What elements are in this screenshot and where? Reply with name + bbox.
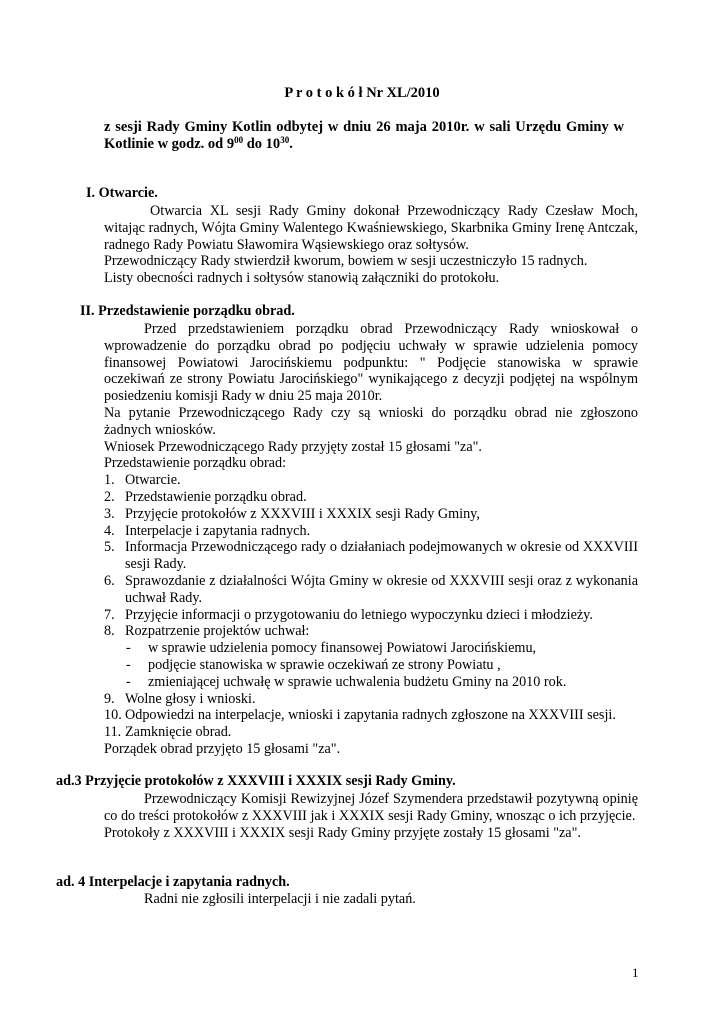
ad3-body [104, 791, 638, 841]
ad4-body [104, 891, 638, 908]
agenda-item-number: 8. [104, 623, 115, 640]
agenda-item-number: 5. [104, 539, 115, 556]
agenda-item [104, 707, 638, 724]
agenda-item [104, 523, 638, 540]
section-1-body [104, 203, 638, 287]
agenda-item [104, 724, 638, 741]
agenda-item-number: 10. [104, 707, 122, 724]
subtitle-mid: do 10 [243, 136, 281, 152]
section-1-para-3: Listy obecności radnych i sołtysów stanowią załączniki do protokołu. [104, 270, 500, 287]
agenda-item-text: Przedstawienie porządku obrad. [125, 488, 307, 505]
subitem-dash: - [126, 673, 131, 690]
subtitle-main: z sesji Rady Gminy Kotlin odbytej w dniu 26 maja 2010r. w sali Urzędu Gminy w Kotlinie w godz. od 9 [104, 119, 624, 152]
ad4-para-1: Radni nie zgłosili interpelacji i nie zadali pytań. [144, 891, 416, 907]
subtitle-sup-start: 00 [234, 135, 244, 145]
document-subtitle [104, 119, 624, 153]
agenda-item [104, 607, 638, 624]
agenda-item-text: Wolne głosy i wnioski. [125, 690, 256, 707]
resolution-subitem [104, 657, 638, 674]
section-2-body [104, 321, 638, 758]
section-2-heading: II. Przedstawienie porządku obrad. [80, 303, 295, 319]
agenda-item-text: Interpelacje i zapytania radnych. [125, 522, 311, 539]
agenda-item-number: 2. [104, 488, 115, 505]
section-2-para-3: Wniosek Przewodniczącego Rady przyjęty został 15 głosami "za". [104, 438, 482, 455]
agenda-item-text: Rozpatrzenie projektów uchwał: [125, 623, 310, 640]
agenda-item [104, 472, 638, 489]
agenda-item [104, 623, 638, 640]
agenda-item [104, 539, 638, 573]
ad4-heading: ad. 4 Interpelacje i zapytania radnych. [56, 874, 290, 890]
subitem-text: w sprawie udzielenia pomocy finansowej Powiatowi Jarocińskiemu, [148, 640, 537, 657]
subtitle-sup-end: 30 [280, 135, 290, 145]
agenda-closing: Porządek obrad przyjęto 15 głosami "za". [104, 740, 341, 757]
resolution-subitem [104, 640, 638, 657]
agenda-item-number: 11. [104, 724, 122, 741]
agenda-item-text: Sprawozdanie z działalności Wójta Gminy w okresie od XXXVIII sesji oraz z wykonania uchwał Rady. [125, 572, 638, 606]
agenda-item-text: Przyjęcie informacji o przygotowaniu do letniego wypoczynku dzieci i młodzieży. [125, 606, 593, 623]
resolution-sublist [104, 640, 638, 690]
ad3-para-1: Przewodniczący Komisji Rewizyjnej Józef Szymendera przedstawił pozytywną opinię co do treści protokołów z XXXVIII jak i XXXIX sesji Rady Gminy, wnosząc o ich przyjęcie. [104, 791, 638, 824]
resolution-subitem [104, 674, 638, 691]
agenda-item-number: 7. [104, 606, 115, 623]
ad3-para-2: Protokoły z XXXVIII i XXXIX sesji Rady Gminy przyjęte zostały 15 głosami "za". [104, 824, 581, 841]
subitem-dash: - [126, 640, 131, 657]
agenda-list [104, 472, 638, 640]
document-title: P r o t o k ó ł Nr XL/2010 [284, 85, 440, 101]
ad3-heading: ad.3 Przyjęcie protokołów z XXXVIII i XXXIX sesji Rady Gminy. [56, 773, 456, 789]
page-number: 1 [632, 965, 639, 980]
agenda-item [104, 506, 638, 523]
agenda-item [104, 573, 638, 607]
section-1-para-1: Otwarcia XL sesji Rady Gminy dokonał Przewodniczący Rady Czesław Moch, witając radnych, Wójta Gminy Walentego Kwaśniewskiego, Skarbnika Gminy Irenę Antczak, radnego Rady Powiatu Sławomira Wąsiewskiego oraz sołtysów. [104, 203, 638, 253]
agenda-item-text: Zamknięcie obrad. [125, 724, 232, 741]
agenda-item-number: 3. [104, 505, 115, 522]
section-2-para-2: Na pytanie Przewodniczącego Rady czy są wnioski do porządku obrad nie zgłoszono żadnych wniosków. [104, 404, 638, 438]
subitem-dash: - [126, 656, 131, 673]
agenda-item-number: 4. [104, 522, 115, 539]
agenda-item-number: 9. [104, 690, 115, 707]
section-2-para-1: Przed przedstawieniem porządku obrad Przewodniczący Rady wnioskował o wprowadzenie do porządku obrad po podjęciu uchwały w sprawie udzielenia pomocy finansowej Powiatowi Jarocińskiemu podpunktu: " Podjęcie stanowiska w sprawie oczekiwań ze strony Powiatu Jarocińskiego" wynikającego z decyzji podjętej na wspólnym posiedzeniu komisji Rady w dniu 25 maja 2010r. [104, 321, 638, 405]
section-1-para-2: Przewodniczący Rady stwierdził kworum, bowiem w sesji uczestniczyło 15 radnych. [104, 253, 588, 270]
subitem-text: podjęcie stanowiska w sprawie oczekiwań ze strony Powiatu , [148, 656, 501, 673]
subitem-text: zmieniającej uchwałę w sprawie uchwalenia budżetu Gminy na 2010 rok. [148, 673, 567, 690]
agenda-item-text: Odpowiedzi na interpelacje, wnioski i zapytania radnych zgłoszone na XXXVIII sesji. [125, 707, 616, 724]
agenda-item-text: Informacja Przewodniczącego rady o działaniach podejmowanych w okresie od XXXVIII sesji Rady. [125, 539, 638, 573]
section-2-para-4: Przedstawienie porządku obrad: [104, 455, 287, 472]
agenda-list-continued [104, 691, 638, 741]
subtitle-end: . [289, 136, 293, 152]
agenda-item [104, 691, 638, 708]
agenda-item [104, 489, 638, 506]
agenda-item-number: 6. [104, 572, 115, 589]
agenda-item-number: 1. [104, 472, 115, 489]
section-1-heading: I. Otwarcie. [86, 185, 158, 201]
agenda-item-text: Otwarcie. [125, 472, 181, 489]
agenda-item-text: Przyjęcie protokołów z XXXVIII i XXXIX sesji Rady Gminy, [125, 505, 480, 522]
